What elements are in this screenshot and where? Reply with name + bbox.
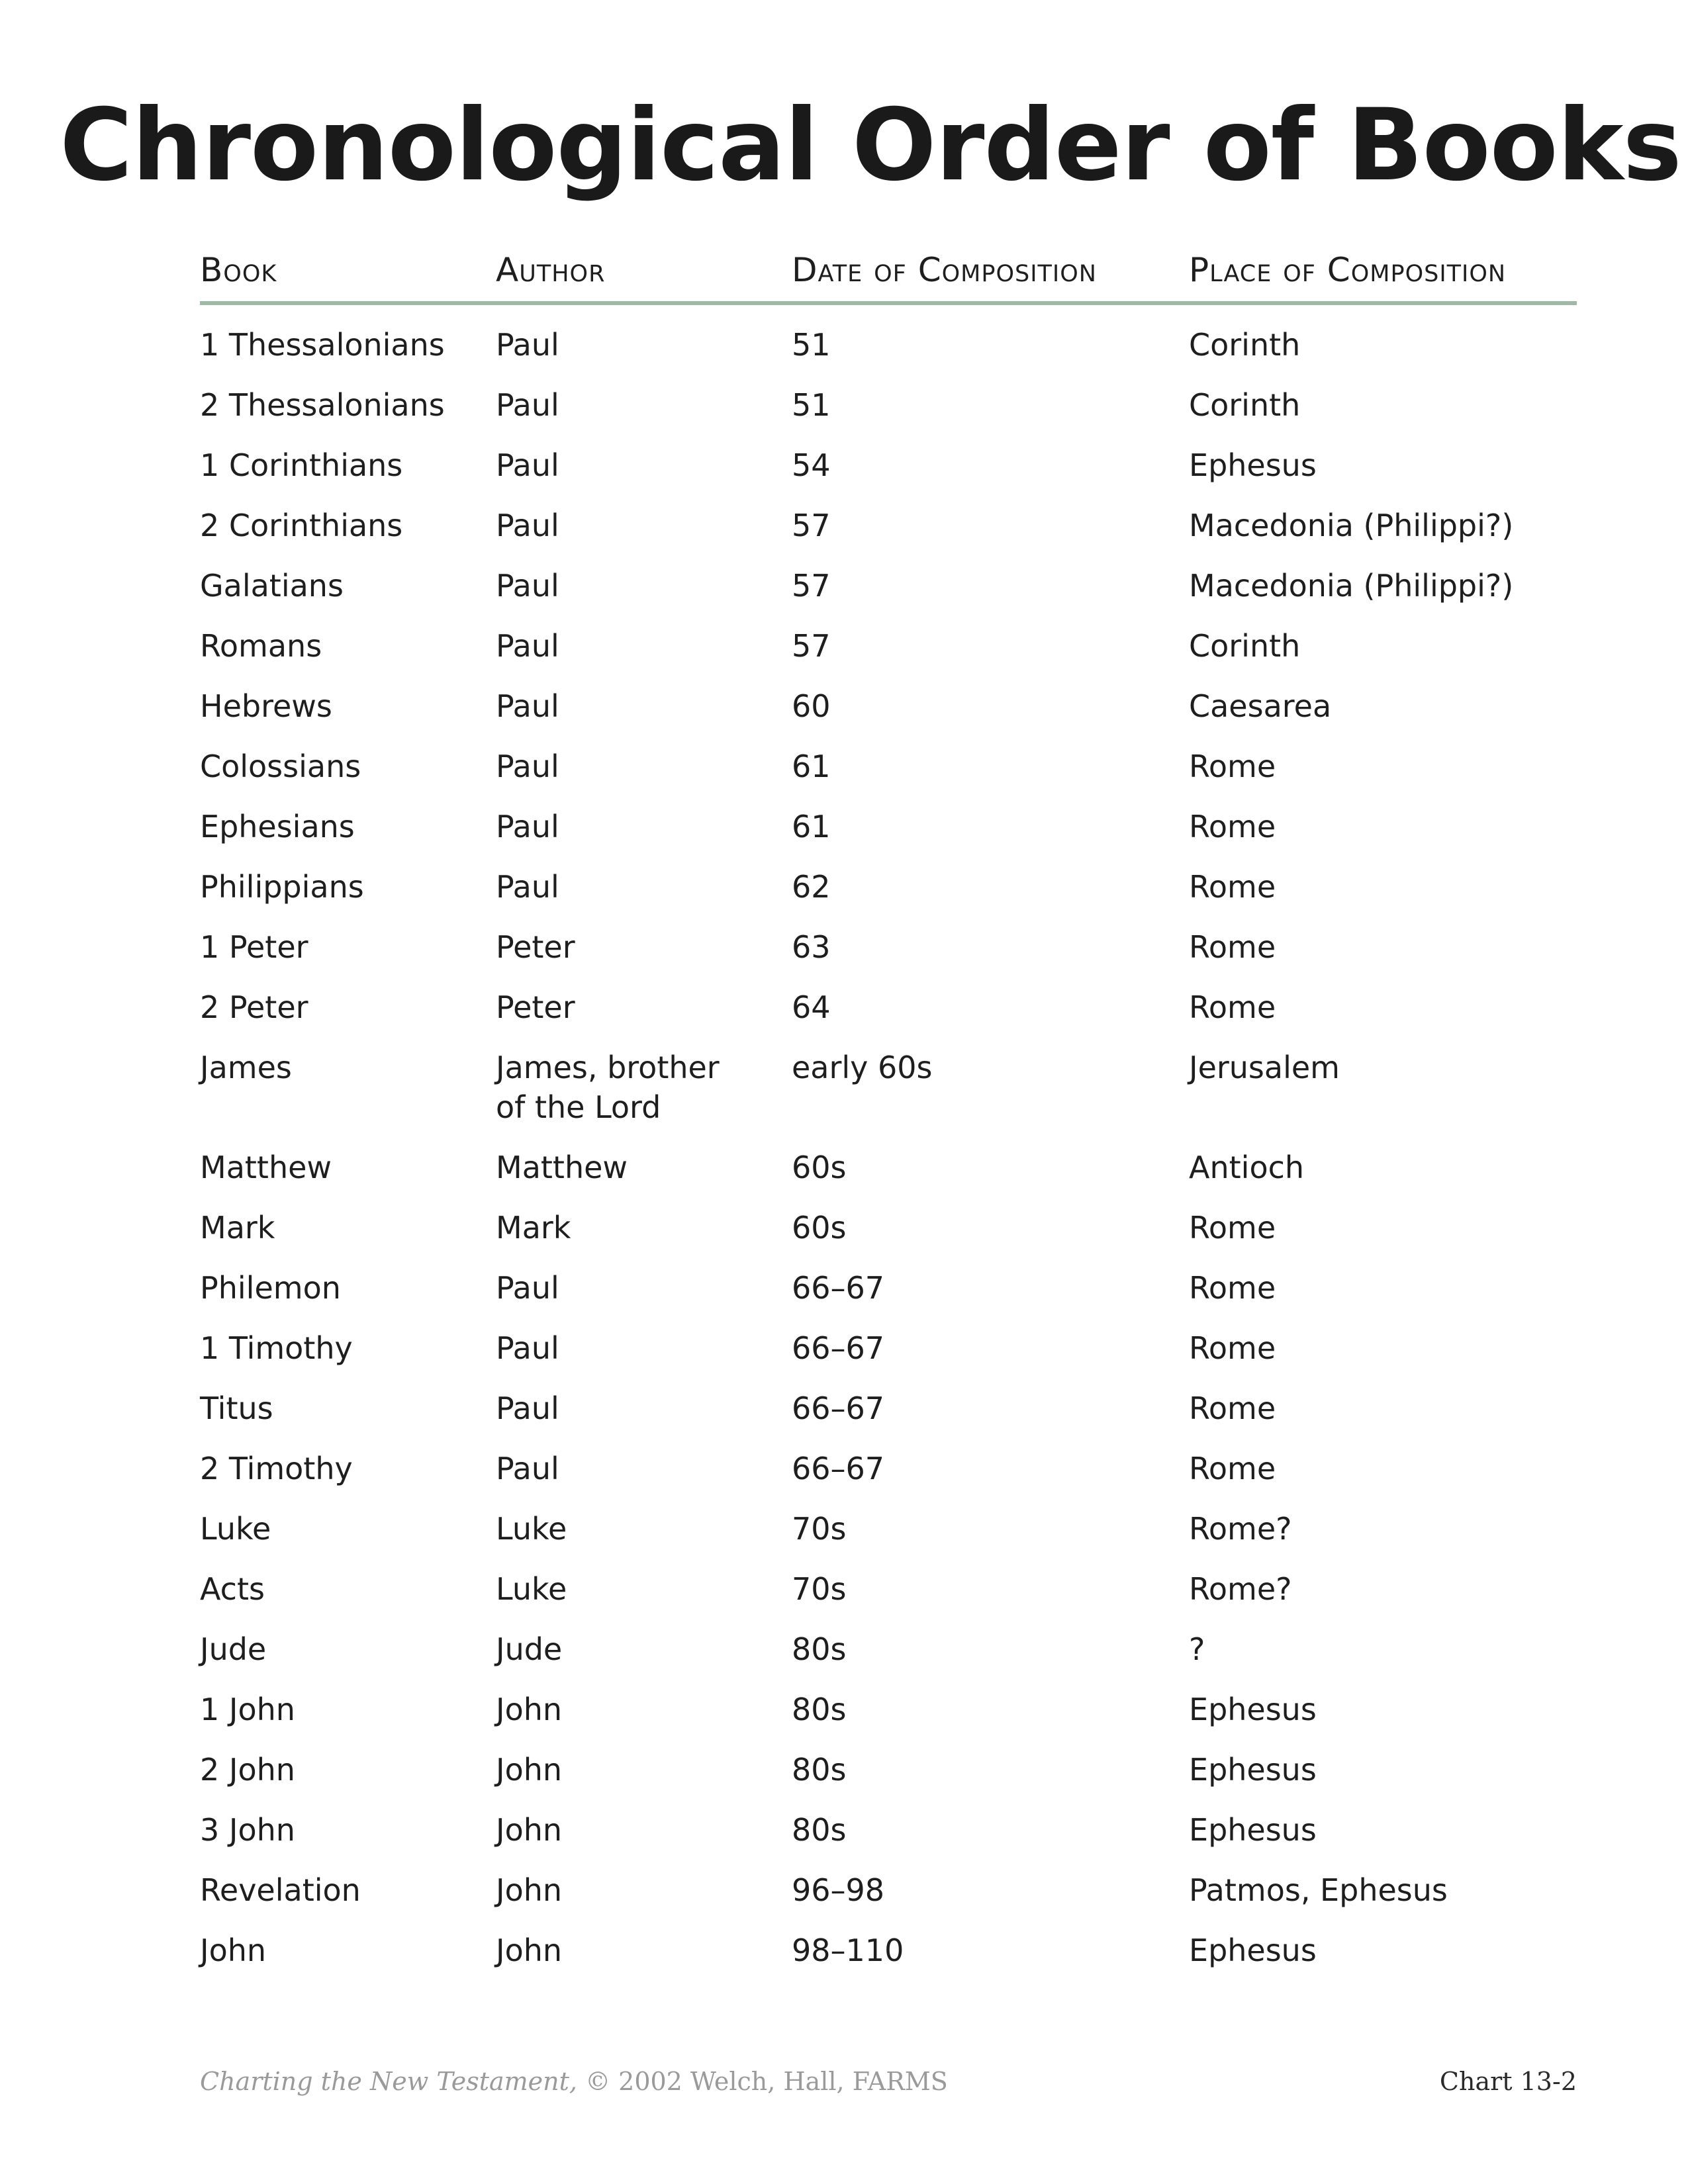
date-cell: early 60s (792, 1050, 933, 1085)
table-row (200, 795, 1577, 855)
author-cell: Paul (496, 568, 559, 604)
book-cell: Revelation (200, 1872, 361, 1908)
author-cell: Paul (496, 1390, 559, 1426)
book-cell: Colossians (200, 749, 361, 784)
place-cell: Jerusalem (1189, 1050, 1340, 1085)
book-cell: 2 Timothy (200, 1451, 353, 1486)
place-cell: Ephesus (1189, 1752, 1317, 1788)
date-cell: 80s (792, 1692, 847, 1727)
place-cell: ? (1189, 1631, 1205, 1667)
author-cell: Paul (496, 809, 559, 844)
date-cell: 61 (792, 809, 831, 844)
book-cell: 1 Peter (200, 929, 308, 965)
date-cell: 98–110 (792, 1933, 904, 1968)
date-cell: 51 (792, 387, 831, 423)
book-cell: 1 Timothy (200, 1330, 353, 1366)
table-row (200, 1798, 1577, 1858)
table-row (200, 915, 1577, 976)
table-row (200, 1497, 1577, 1557)
date-cell: 64 (792, 989, 831, 1025)
book-cell: Acts (200, 1571, 265, 1607)
date-cell: 57 (792, 508, 831, 543)
book-cell: John (200, 1933, 267, 1968)
date-cell: 80s (792, 1631, 847, 1667)
table-row (200, 1196, 1577, 1256)
place-cell: Rome (1189, 929, 1276, 965)
table-row (200, 1738, 1577, 1798)
table-row (200, 855, 1577, 915)
book-cell: 2 Thessalonians (200, 387, 445, 423)
book-cell: 3 John (200, 1812, 295, 1848)
date-cell: 51 (792, 327, 831, 363)
table-row (200, 1557, 1577, 1617)
place-cell: Ephesus (1189, 1812, 1317, 1848)
author-cell: Paul (496, 688, 559, 724)
table-row (200, 554, 1577, 614)
author-cell: Jude (496, 1631, 563, 1667)
book-cell: Titus (200, 1390, 273, 1426)
table-row (200, 1617, 1577, 1678)
date-cell: 96–98 (792, 1872, 885, 1908)
date-cell: 57 (792, 568, 831, 604)
date-cell: 66–67 (792, 1270, 885, 1306)
date-cell: 60 (792, 688, 831, 724)
author-cell (496, 1048, 720, 1127)
date-cell: 60s (792, 1150, 847, 1185)
author-cell: Paul (496, 628, 559, 664)
book-cell: Philippians (200, 869, 364, 905)
date-cell: 70s (792, 1511, 847, 1547)
date-cell: 61 (792, 749, 831, 784)
author-cell: Paul (496, 749, 559, 784)
author-cell: Paul (496, 508, 559, 543)
date-cell: 60s (792, 1210, 847, 1246)
table-row (200, 1678, 1577, 1738)
table-body (200, 305, 1577, 1979)
book-cell: Luke (200, 1511, 271, 1547)
place-cell: Rome? (1189, 1571, 1292, 1607)
author-cell: John (496, 1752, 563, 1788)
books-table (200, 238, 1577, 1979)
place-cell: Rome (1189, 869, 1276, 905)
source-credit (200, 2065, 948, 2098)
book-cell: 2 Corinthians (200, 508, 403, 543)
author-cell: John (496, 1812, 563, 1848)
author-cell: Paul (496, 1330, 559, 1366)
book-cell: James (200, 1050, 292, 1085)
header-author: Author (496, 251, 606, 289)
date-cell: 66–67 (792, 1390, 885, 1426)
header-place: Place of Composition (1189, 251, 1507, 289)
place-cell: Rome (1189, 809, 1276, 844)
source-copyright: © 2002 Welch, Hall, FARMS (577, 2067, 948, 2096)
table-row (200, 614, 1577, 674)
book-cell: Hebrews (200, 688, 332, 724)
place-cell: Corinth (1189, 327, 1301, 363)
author-cell: Luke (496, 1571, 567, 1607)
book-cell: Galatians (200, 568, 344, 604)
author-line-2: of the Lord (496, 1089, 661, 1125)
author-cell: John (496, 1692, 563, 1727)
place-cell: Ephesus (1189, 1933, 1317, 1968)
table-row (200, 494, 1577, 554)
place-cell: Rome (1189, 1451, 1276, 1486)
page-title: Chronological Order of Books (60, 88, 1681, 203)
author-cell: Matthew (496, 1150, 628, 1185)
table-row (200, 1919, 1577, 1979)
table-row (200, 433, 1577, 494)
table-header (200, 238, 1577, 305)
book-cell: Jude (200, 1631, 267, 1667)
book-cell: Ephesians (200, 809, 355, 844)
author-cell: John (496, 1872, 563, 1908)
chart-number: Chart 13-2 (1439, 2067, 1577, 2096)
place-cell: Macedonia (Philippi?) (1189, 508, 1514, 543)
place-cell: Rome (1189, 1390, 1276, 1426)
author-cell: Paul (496, 447, 559, 483)
author-cell: John (496, 1933, 563, 1968)
author-cell: Paul (496, 869, 559, 905)
date-cell: 54 (792, 447, 831, 483)
table-row (200, 1437, 1577, 1497)
author-cell: Paul (496, 327, 559, 363)
table-row (200, 1036, 1577, 1136)
table-row (200, 976, 1577, 1036)
book-cell: 2 Peter (200, 989, 308, 1025)
author-cell: Mark (496, 1210, 571, 1246)
place-cell: Macedonia (Philippi?) (1189, 568, 1514, 604)
author-cell: Paul (496, 1451, 559, 1486)
place-cell: Rome (1189, 989, 1276, 1025)
author-cell: Luke (496, 1511, 567, 1547)
date-cell: 70s (792, 1571, 847, 1607)
table-row (200, 1316, 1577, 1377)
source-title: Charting the New Testament, (200, 2067, 577, 2096)
place-cell: Ephesus (1189, 1692, 1317, 1727)
place-cell: Antioch (1189, 1150, 1305, 1185)
place-cell: Patmos, Ephesus (1189, 1872, 1448, 1908)
author-cell: Peter (496, 989, 575, 1025)
book-cell: 1 Corinthians (200, 447, 403, 483)
table-row (200, 313, 1577, 373)
book-cell: Romans (200, 628, 322, 664)
place-cell: Corinth (1189, 628, 1301, 664)
date-cell: 62 (792, 869, 831, 905)
place-cell: Rome (1189, 1270, 1276, 1306)
book-cell: Mark (200, 1210, 275, 1246)
place-cell: Corinth (1189, 387, 1301, 423)
date-cell: 63 (792, 929, 831, 965)
header-date: Date of Composition (792, 251, 1097, 289)
table-row (200, 674, 1577, 735)
place-cell: Ephesus (1189, 447, 1317, 483)
place-cell: Caesarea (1189, 688, 1332, 724)
date-cell: 80s (792, 1752, 847, 1788)
table-row (200, 1256, 1577, 1316)
table-row (200, 373, 1577, 433)
book-cell: Philemon (200, 1270, 341, 1306)
place-cell: Rome? (1189, 1511, 1292, 1547)
author-cell: Peter (496, 929, 575, 965)
table-row (200, 735, 1577, 795)
place-cell: Rome (1189, 1210, 1276, 1246)
place-cell: Rome (1189, 749, 1276, 784)
book-cell: 1 Thessalonians (200, 327, 445, 363)
author-cell: Paul (496, 387, 559, 423)
table-row (200, 1377, 1577, 1437)
book-cell: 2 John (200, 1752, 295, 1788)
date-cell: 57 (792, 628, 831, 664)
book-cell: Matthew (200, 1150, 332, 1185)
date-cell: 66–67 (792, 1451, 885, 1486)
book-cell: 1 John (200, 1692, 295, 1727)
table-row (200, 1136, 1577, 1196)
author-line-1: James, brother (496, 1050, 720, 1085)
date-cell: 80s (792, 1812, 847, 1848)
place-cell: Rome (1189, 1330, 1276, 1366)
header-book: Book (200, 251, 277, 289)
table-row (200, 1858, 1577, 1919)
author-cell: Paul (496, 1270, 559, 1306)
date-cell: 66–67 (792, 1330, 885, 1366)
